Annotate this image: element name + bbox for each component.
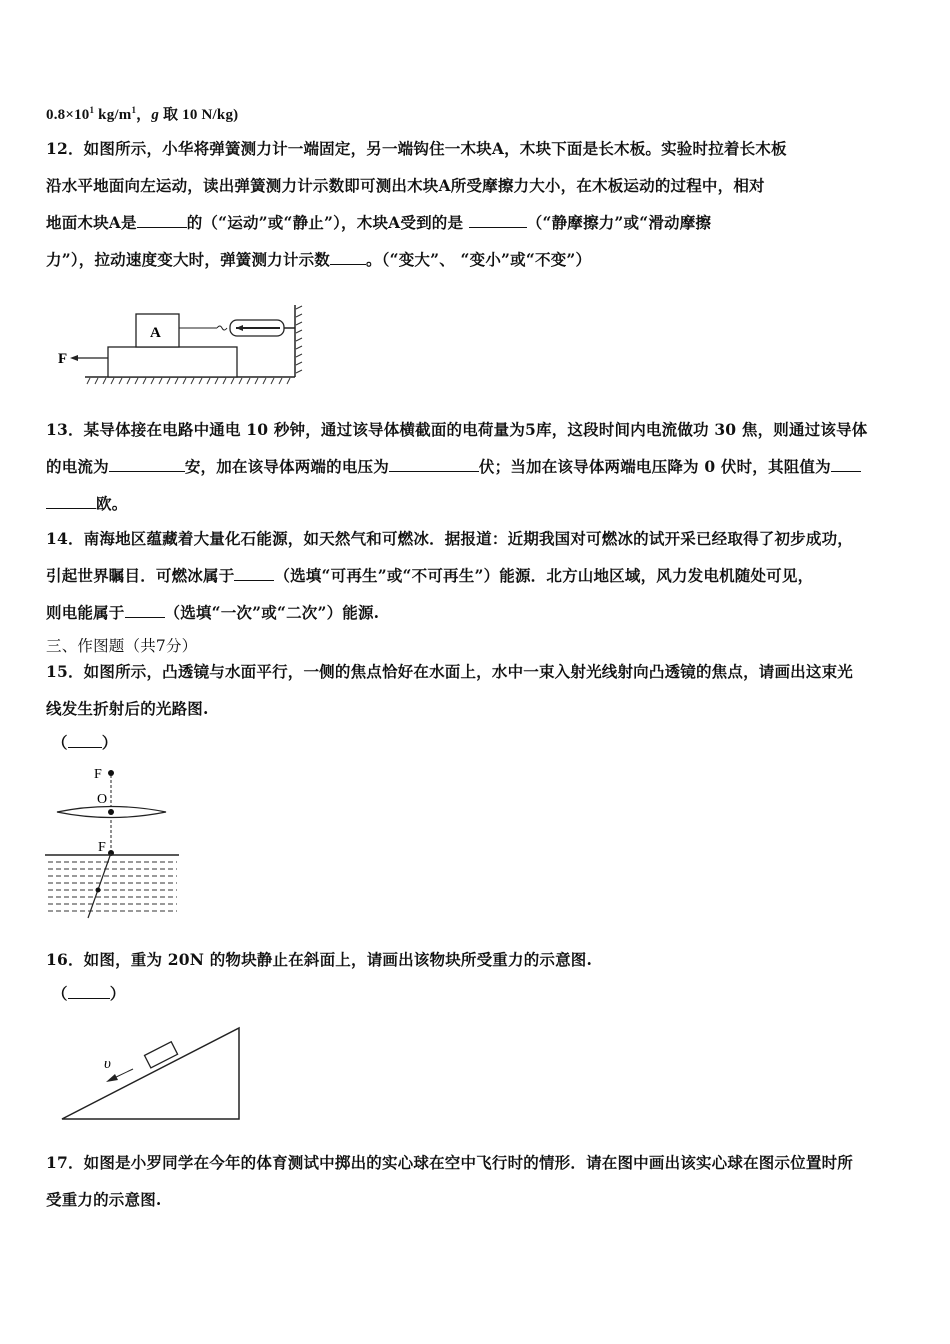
answer-blank[interactable] [389, 457, 479, 472]
answer-blank[interactable] [125, 603, 165, 618]
answer-blank[interactable] [68, 984, 110, 999]
text: 安，加在该导体两端的电压为 [184, 457, 389, 476]
q15-line-1: 15．如图所示，凸透镜与水面平行，一侧的焦点恰好在水面上，水中一束入射光线射向凸透镜的焦点，请画出这束光 [46, 662, 853, 681]
q12-line-2: 沿水平地面向左运动，读出弹簧测力计示数即可测出木块A所受摩擦力大小，在木板运动的过程中，相对 [46, 176, 765, 195]
lens-center-label: O [97, 792, 108, 807]
paren: ） [109, 984, 126, 1003]
text: 。（“变大”、 “变小”或“不变”） [365, 250, 592, 269]
density-value: 0.8×10 [46, 107, 90, 123]
q13-line-1: 13．某导体接在电路中通电 10 秒钟，通过该导体横截面的电荷量为5库，这段时间内电流做功 30 焦，则通过该导体 [46, 420, 868, 439]
q17-line-2: 受重力的示意图. [46, 1190, 162, 1209]
exponent: 1 [131, 105, 137, 115]
focus-top-label: F [94, 767, 102, 782]
text: 伏；当加在该导体两端电压降为 0 伏时，其阻值为 [478, 457, 831, 476]
section-title: 三、作图题（共7分） [46, 637, 198, 655]
q16-answer [52, 982, 125, 1004]
text: （“静摩擦力”或“滑动摩擦 [526, 213, 712, 232]
text: 引起世界瞩目．可燃冰属于 [46, 566, 235, 585]
q13-line-3 [46, 492, 127, 514]
friction-experiment-figure [50, 295, 310, 390]
force-f-label: F [58, 351, 68, 367]
exponent: 1 [89, 105, 95, 115]
text: （选填“一次”或“二次”）能源. [164, 603, 380, 622]
focus-bottom-label: F [98, 840, 106, 855]
text: 力”），拉动速度变大时，弹簧测力计示数 [46, 250, 330, 269]
separator: ， [136, 107, 152, 123]
answer-blank[interactable] [109, 457, 185, 472]
answer-blank[interactable] [137, 213, 187, 228]
g-value: 取 10 N/kg) [159, 107, 239, 123]
q12-line-4 [46, 248, 591, 270]
answer-blank[interactable] [68, 733, 102, 748]
paren: ） [101, 733, 118, 752]
incline-figure [40, 1010, 260, 1130]
q14-line-2 [46, 564, 813, 586]
answer-blank[interactable] [469, 213, 527, 228]
text: 地面木块A是 [46, 213, 137, 232]
answer-blank-continued[interactable] [46, 494, 96, 509]
q15-line-2: 线发生折射后的光路图. [46, 699, 209, 718]
q16-line-1: 16．如图，重为 20N 的物块静止在斜面上，请画出该物块所受重力的示意图. [46, 950, 593, 969]
answer-blank[interactable] [234, 566, 274, 581]
q12-line-3 [46, 211, 711, 233]
answer-blank[interactable] [831, 457, 861, 472]
q15-answer [52, 731, 117, 753]
q12-line-1: 12．如图所示，小华将弹簧测力计一端固定，另一端钩住一木块A，木块下面是长木板。实验时拉着长木板 [46, 139, 787, 158]
q17-line-1: 17．如图是小罗同学在今年的体育测试中掷出的实心球在空中飞行时的情形．请在图中画出该实心球在图示位置时所 [46, 1153, 853, 1172]
question-11-tail [46, 103, 238, 124]
paren: （ [52, 733, 68, 752]
g-symbol: g [151, 107, 160, 123]
text: 的（“运动”或“静止”），木块A受到的是 [186, 213, 469, 232]
text: 则电能属于 [46, 603, 125, 622]
paren: （ [52, 984, 68, 1003]
lens-water-figure [40, 755, 200, 925]
text: 的电流为 [46, 457, 109, 476]
q14-line-3 [46, 601, 379, 623]
text: 欧。 [96, 494, 128, 513]
block-a-label: A [150, 325, 161, 341]
q14-line-1: 14．南海地区蕴藏着大量化石能源，如天然气和可燃冰．据报道：近期我国对可燃冰的试开采已经取得了初步成功， [46, 529, 853, 548]
unit: kg/m [94, 107, 132, 123]
text: （选填“可再生”或“不可再生”）能源．北方山地区域，风力发电机随处可见， [274, 566, 814, 585]
q13-line-2 [46, 455, 861, 477]
answer-blank[interactable] [330, 250, 366, 265]
velocity-label: υ [104, 1056, 111, 1072]
